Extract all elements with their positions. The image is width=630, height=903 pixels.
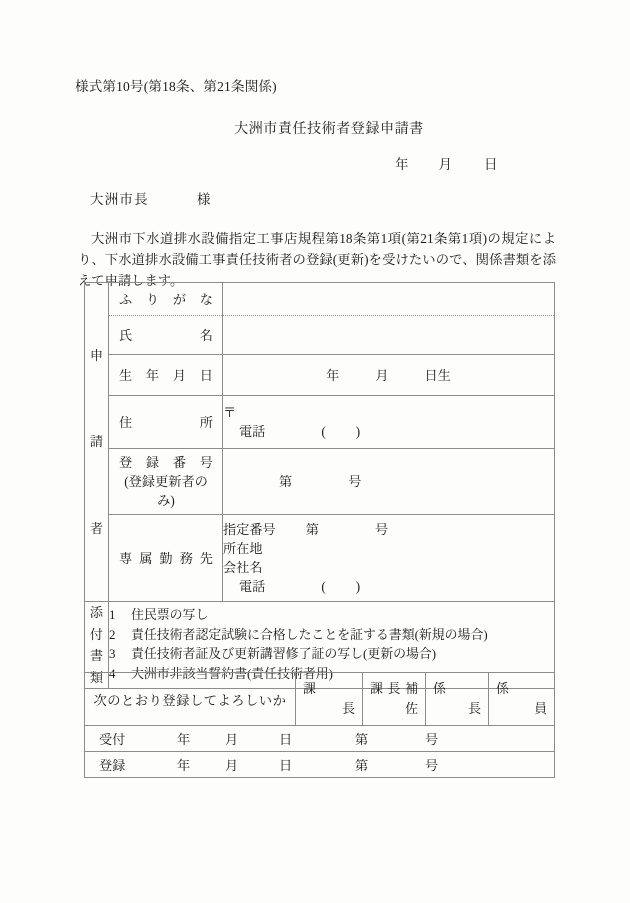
registration-label: 登録	[99, 758, 126, 773]
attachment-text-1: 住民票の写し	[131, 608, 209, 622]
page-title: 大洲市責任技術者登録申請書	[234, 122, 424, 137]
stamp-label-4-line2: 員	[534, 701, 547, 716]
registration-year-label: 年	[177, 758, 191, 773]
receipt-year-label: 年	[177, 732, 191, 747]
designation-gou-label: 号	[374, 522, 389, 537]
address-phone-label: 電話	[239, 424, 266, 439]
attachment-number-4: 4	[109, 666, 116, 681]
attachment-text-3: 責任技術者証及び更新講習修了証の写し(更新の場合)	[131, 647, 437, 661]
registration-day-label: 日	[279, 758, 293, 773]
stamp-label-1-line2: 長	[342, 701, 355, 716]
list-item	[109, 606, 554, 626]
designation-number-line	[223, 520, 554, 539]
date-month-label: 月	[438, 157, 452, 172]
workplace-location-label: 所在地	[223, 541, 263, 556]
table-row-registration	[85, 752, 555, 778]
attachment-number-2: 2	[109, 627, 116, 642]
receipt-month-label: 月	[225, 732, 239, 747]
stamp-box-subsection-chief[interactable]	[426, 673, 489, 726]
furigana-label: ふりがな	[109, 283, 223, 316]
birth-day-label: 日生	[424, 367, 451, 383]
receipt-day-label: 日	[279, 732, 293, 747]
applicant-table	[84, 282, 555, 689]
attachments-label-char-3: 書	[89, 648, 104, 664]
table-row-receipt	[85, 726, 555, 752]
receipt-label: 受付	[99, 732, 126, 747]
table-row-furigana	[85, 283, 555, 316]
attachment-text-4: 大洲市非該当誓約書(責任技術者用)	[131, 666, 333, 681]
reg-gou-label: 号	[348, 474, 362, 489]
table-row-address	[85, 396, 555, 449]
name-value[interactable]	[223, 316, 555, 355]
workplace-company-label: 会社名	[223, 560, 263, 575]
side-label-char-1: 申	[89, 347, 104, 363]
address-value[interactable]	[223, 396, 555, 449]
registration-dai-label: 第	[355, 758, 369, 773]
birthdate-value[interactable]	[223, 355, 555, 396]
table-row-workplace	[85, 515, 555, 602]
table-row-registration-number	[85, 449, 555, 515]
birth-month-label: 月	[375, 367, 389, 383]
addressee-name: 大洲市長	[90, 192, 149, 207]
name-label: 氏名	[109, 316, 223, 355]
approval-question: 次のとおり登録してよろしいか	[85, 673, 296, 726]
approval-header-row	[85, 673, 555, 726]
registration-gou-label: 号	[425, 758, 439, 773]
side-label-char-3: 者	[89, 521, 104, 537]
furigana-value[interactable]	[223, 283, 555, 316]
registration-number-value[interactable]	[223, 449, 555, 515]
side-label-char-2: 請	[89, 434, 104, 450]
list-item	[109, 645, 554, 665]
birthdate-label: 生年月日	[109, 355, 223, 396]
addressee-honorific: 様	[196, 192, 211, 207]
stamp-label-3-line2: 長	[468, 701, 481, 716]
birth-year-label: 年	[326, 367, 340, 383]
workplace-phone-paren-open: (	[321, 579, 326, 594]
table-row-birthdate	[85, 355, 555, 396]
address-phone-line	[223, 422, 554, 441]
receipt-row-cell[interactable]	[85, 726, 555, 752]
address-phone-paren-close: )	[355, 424, 361, 439]
workplace-label: 専属勤務先	[109, 515, 223, 602]
stamp-label-1-line1: 課	[303, 681, 316, 696]
attachments-label-char-1: 添	[89, 605, 104, 621]
form-number: 様式第10号(第18条、第21条関係)	[75, 79, 277, 94]
stamp-box-staff[interactable]	[489, 673, 555, 726]
stamp-label-3-line1: 係	[433, 681, 446, 696]
approval-table	[84, 669, 555, 778]
reg-dai-label: 第	[279, 474, 293, 489]
attachments-label-char-2: 付	[89, 626, 104, 642]
date-year-label: 年	[395, 157, 409, 172]
stamp-label-2-line2: 佐	[405, 701, 418, 716]
address-label: 住所	[109, 396, 223, 449]
address-phone-paren-open: (	[321, 424, 326, 439]
reg-label-line3: み)	[157, 493, 175, 508]
reg-label-line2: (登録更新者の	[124, 474, 208, 489]
registration-month-label: 月	[225, 758, 239, 773]
receipt-gou-label: 号	[425, 732, 439, 747]
addressee	[90, 188, 210, 208]
attachment-number-1: 1	[109, 608, 116, 622]
applicant-side-label	[85, 283, 109, 602]
workplace-phone-paren-close: )	[355, 579, 361, 594]
stamp-box-assistant-chief[interactable]	[363, 673, 426, 726]
designation-dai-label: 第	[305, 522, 319, 537]
registration-number-label	[109, 449, 223, 515]
registration-row-cell[interactable]	[85, 752, 555, 778]
workplace-phone-label: 電話	[239, 579, 266, 594]
designation-number-label: 指定番号	[223, 522, 276, 537]
list-item	[109, 626, 554, 646]
workplace-phone-line	[223, 577, 554, 596]
date-day-label: 日	[484, 157, 498, 172]
attachment-text-2: 責任技術者認定試験に合格したことを証する書類(新規の場合)	[131, 627, 488, 642]
stamp-label-4-line1: 係	[496, 681, 509, 696]
postal-mark: 〒	[223, 405, 237, 420]
receipt-dai-label: 第	[355, 732, 369, 747]
table-row-name	[85, 316, 555, 355]
attachments-label-char-4: 類	[89, 669, 104, 685]
stamp-label-2-line1: 課長補	[370, 681, 418, 696]
workplace-value[interactable]	[223, 515, 555, 602]
reg-label-line1: 登録番号	[119, 455, 213, 470]
attachment-number-3: 3	[109, 647, 116, 661]
stamp-box-section-chief[interactable]	[296, 673, 363, 726]
submission-date-line	[395, 153, 498, 173]
body-paragraph: 大洲市下水道排水設備指定工事店規程第18条第1項(第21条第1項)の規定により、下水道排水設備工事責任技術者の登録(更新)を受けたいので、関係書類を添えて申請します。	[78, 231, 556, 288]
